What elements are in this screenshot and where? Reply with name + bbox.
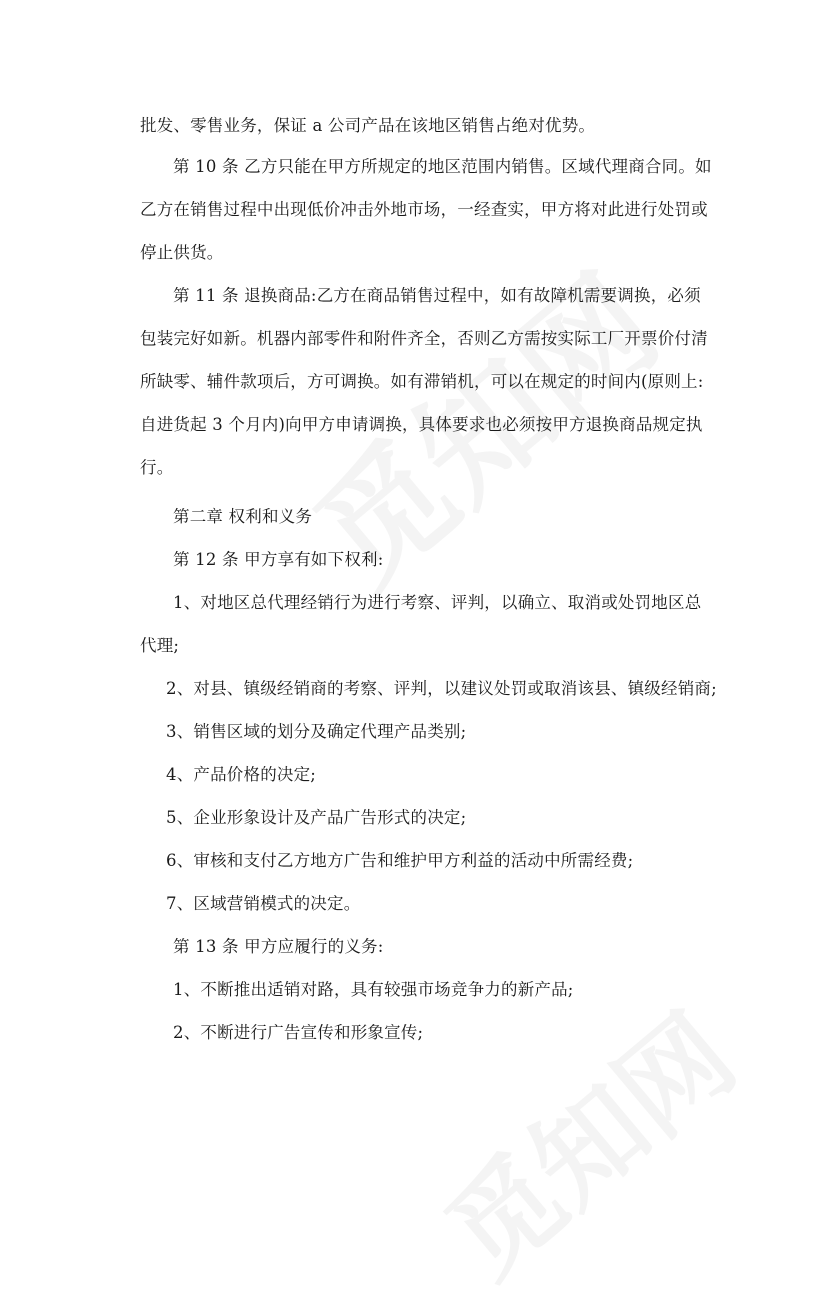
list-item: 3、销售区域的划分及确定代理产品类别; [166, 722, 467, 741]
paragraph-line: 代理; [140, 636, 180, 655]
paragraph-line: 批发、零售业务，保证 a 公司产品在该地区销售占绝对优势。 [140, 116, 596, 135]
list-item: 1、不断推出适销对路，具有较强市场竞争力的新产品; [173, 980, 574, 999]
article-11-line: 第 11 条 退换商品:乙方在商品销售过程中，如有故障机需要调换，必须 [173, 286, 701, 305]
paragraph-line: 自进货起 3 个月内)向甲方申请调换，具体要求也必须按甲方退换商品规定执 [140, 415, 703, 434]
paragraph-line: 乙方在销售过程中出现低价冲击外地市场，一经查实，甲方将对此进行处罚或 [140, 200, 708, 219]
paragraph-line: 包装完好如新。机器内部零件和附件齐全，否则乙方需按实际工厂开票价付清 [140, 329, 708, 348]
list-item: 6、审核和支付乙方地方广告和维护甲方利益的活动中所需经费; [166, 851, 634, 870]
article-13-line: 第 13 条 甲方应履行的义务: [173, 937, 384, 956]
paragraph-line: 行。 [140, 458, 174, 477]
article-12-line: 第 12 条 甲方享有如下权利: [173, 550, 384, 569]
paragraph-line: 所缺零、辅件款项后，方可调换。如有滞销机，可以在规定的时间内(原则上: [140, 372, 704, 391]
list-item: 4、产品价格的决定; [166, 765, 317, 784]
list-item: 7、区域营销模式的决定。 [166, 894, 361, 913]
article-10-line: 第 10 条 乙方只能在甲方所规定的地区范围内销售。区域代理商合同。如 [173, 157, 712, 176]
list-item: 1、对地区总代理经销行为进行考察、评判，以确立、取消或处罚地区总 [173, 593, 702, 612]
paragraph-line: 停止供货。 [140, 243, 224, 262]
list-item: 5、企业形象设计及产品广告形式的决定; [166, 808, 467, 827]
list-item: 2、对县、镇级经销商的考察、评判，以建议处罚或取消该县、镇级经销商; [166, 679, 717, 698]
chapter-heading: 第二章 权利和义务 [173, 507, 313, 526]
list-item: 2、不断进行广告宣传和形象宣传; [173, 1023, 424, 1042]
